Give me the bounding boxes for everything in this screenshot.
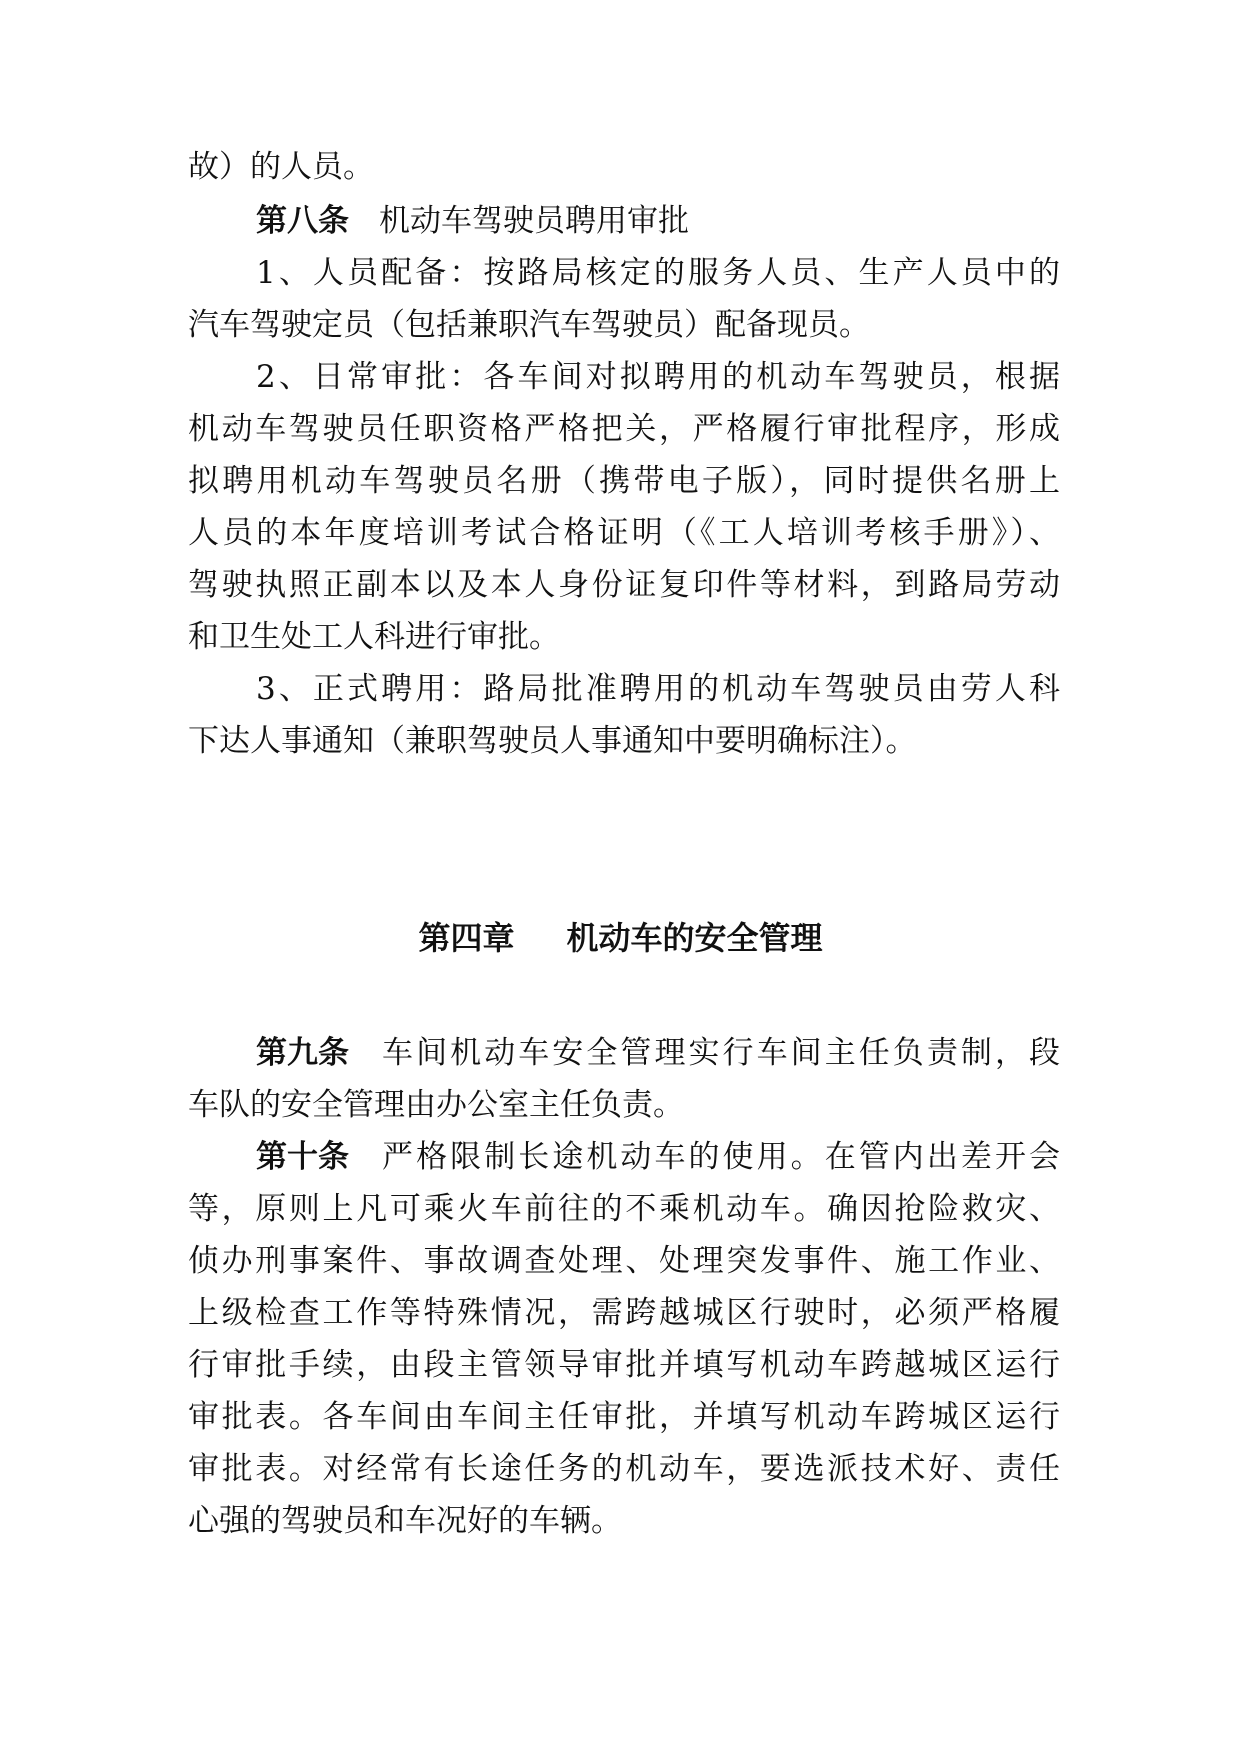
article-9-label: 第九条: [256, 1035, 349, 1071]
article-8-item-3-line-1: 3、正式聘用：路局批准聘用的机动车驾驶员由劳人科: [256, 671, 1060, 707]
article-10-line-8: 心强的驾驶员和车况好的车辆。: [188, 1503, 622, 1539]
article-8-item-1-line-2: 汽车驾驶定员（包括兼职汽车驾驶员）配备现员。: [188, 307, 870, 343]
article-8-heading: [256, 201, 1060, 241]
article-8-item-2-line-1: 2、日常审批：各车间对拟聘用的机动车驾驶员，根据: [256, 359, 1060, 395]
article-10-line-7: 审批表。对经常有长途任务的机动车，要选派技术好、责任: [188, 1451, 1060, 1487]
chapter-number: 第四章: [418, 919, 515, 957]
article-10-text: 严格限制长途机动车的使用。在管内出差开会: [379, 1139, 1060, 1175]
article-9-text: 车间机动车安全管理实行车间主任负责制，段: [379, 1035, 1060, 1071]
article-10-line-4: 上级检查工作等特殊情况，需跨越城区行驶时，必须严格履: [188, 1295, 1060, 1331]
article-9-line-2: 车队的安全管理由办公室主任负责。: [188, 1087, 684, 1123]
article-8-item-2-line-2: 机动车驾驶员任职资格严格把关，严格履行审批程序，形成: [188, 411, 1060, 447]
article-8-item-2-line-6: 和卫生处工人科进行审批。: [188, 619, 560, 655]
article-10-line-3: 侦办刑事案件、事故调查处理、处理突发事件、施工作业、: [188, 1243, 1060, 1279]
chapter-heading: [0, 918, 1241, 958]
article-8-label: 第八条: [256, 203, 349, 239]
article-10-label: 第十条: [256, 1139, 349, 1175]
article-8-item-1-line-1: 1、人员配备：按路局核定的服务人员、生产人员中的: [256, 255, 1060, 291]
chapter-title: 机动车的安全管理: [566, 919, 823, 957]
article-8-item-2-line-5: 驾驶执照正副本以及本人身份证复印件等材料，到路局劳动: [188, 567, 1060, 603]
article-8-item-3-line-2: 下达人事通知（兼职驾驶员人事通知中要明确标注）。: [188, 723, 917, 759]
article-9-line-1: [256, 1033, 1060, 1073]
article-10-line-6: 审批表。各车间由车间主任审批，并填写机动车跨城区运行: [188, 1399, 1060, 1435]
article-10-line-2: 等，原则上凡可乘火车前往的不乘机动车。确因抢险救灾、: [188, 1191, 1060, 1227]
article-10-line-1: [256, 1137, 1060, 1177]
continuation-line: 故）的人员。: [188, 149, 374, 185]
article-8-title: 机动车驾驶员聘用审批: [379, 203, 689, 239]
article-10-line-5: 行审批手续，由段主管领导审批并填写机动车跨越城区运行: [188, 1347, 1060, 1383]
article-8-item-2-line-3: 拟聘用机动车驾驶员名册（携带电子版），同时提供名册上: [188, 463, 1060, 499]
article-8-item-2-line-4: 人员的本年度培训考试合格证明（《工人培训考核手册》）、: [188, 515, 1060, 551]
